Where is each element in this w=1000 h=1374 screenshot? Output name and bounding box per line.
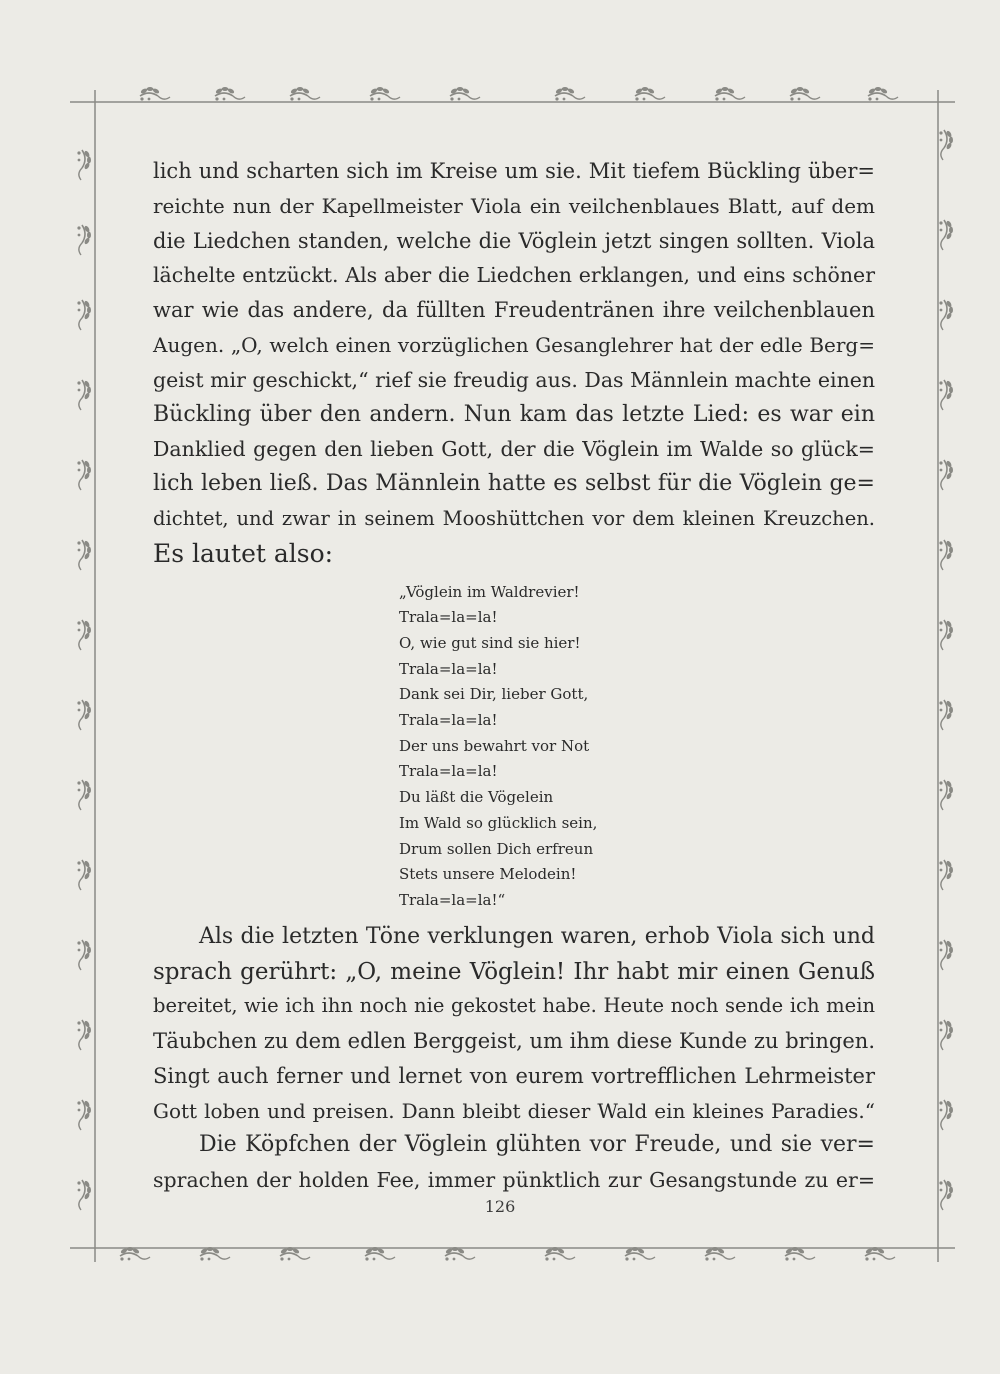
text-line: geist mir geschickt,“ rief sie freudig aus. Das Männlein machte einen [153,367,876,392]
poem-line: Drum sollen Dich erfreun [399,839,594,858]
text-line: war wie das andere, da füllten Freudentränen ihre veilchenblauen [153,298,875,323]
text-line: lächelte entzückt. Als aber die Liedchen erklangen, und eins schöner [153,263,875,288]
poem-line: Trala=la=la! [399,762,498,781]
poem-line: Du läßt die Vögelein [399,788,554,807]
text-line: Gott loben und preisen. Dann bleibt dieser Wald ein kleines Paradies.“ [153,1098,875,1123]
paragraph-1 [153,154,875,572]
text-line: Es lautet also: [153,538,334,568]
text-line: bereitet, wie ich ihn noch nie gekostet habe. Heute noch sende ich mein [153,994,875,1018]
page-body [153,154,875,1198]
poem-line: Dank sei Dir, lieber Gott, [399,685,589,704]
poem-line: Trala=la=la! [399,659,498,678]
poem-line: O, wie gut sind sie hier! [399,633,581,652]
poem-line: Stets unsere Melodein! [399,865,577,884]
poem-line: Trala=la=la! [399,608,498,627]
paragraph-2 [153,920,875,1129]
text-line: reichte nun der Kapellmeister Viola ein veilchenblaues Blatt, auf dem [153,193,875,218]
poem-line: „Vöglein im Waldrevier! [399,582,580,601]
text-line: Die Köpfchen der Vöglein glühten vor Freude, und sie ver= [199,1132,875,1158]
text-line: dichtet, und zwar in seinem Mooshüttchen vor dem kleinen Kreuzchen. [153,506,875,530]
text-line: die Liedchen standen, welche die Vöglein jetzt singen sollten. Viola [153,228,875,253]
text-line: Als die letzten Töne verklungen waren, erhob Viola sich und [199,923,875,949]
text-line: Danklied gegen den lieben Gott, der die Vöglein im Walde so glück= [153,437,875,462]
poem [399,580,875,914]
text-line: Täubchen zu dem edlen Berggeist, um ihm diese Kunde zu bringen. [153,1029,875,1054]
paragraph-3 [153,1128,875,1198]
poem-line: Der uns bewahrt vor Not [399,736,590,755]
text-line: sprach gerührt: „O, meine Vöglein! Ihr habt mir einen Genuß [153,958,875,985]
text-line: lich und scharten sich im Kreise um sie. Mit tiefem Bückling über= [153,159,875,183]
poem-line: Trala=la=la!“ [399,891,506,909]
poem-line: Im Wald so glücklich sein, [399,813,598,832]
text-line: Bückling über den andern. Nun kam das letzte Lied: es war ein [153,401,875,427]
text-line: sprachen der holden Fee, immer pünktlich zur Gesangstunde zu er= [153,1168,875,1193]
page-number: 126 [484,1197,516,1216]
text-line: Singt auch ferner und lernet von eurem vortrefflichen Lehrmeister [153,1063,875,1088]
text-line: Augen. „O, welch einen vorzüglichen Gesanglehrer hat der edle Berg= [153,332,875,357]
text-line: lich leben ließ. Das Männlein hatte es selbst für die Vöglein ge= [153,471,875,497]
poem-line: Trala=la=la! [399,711,498,730]
